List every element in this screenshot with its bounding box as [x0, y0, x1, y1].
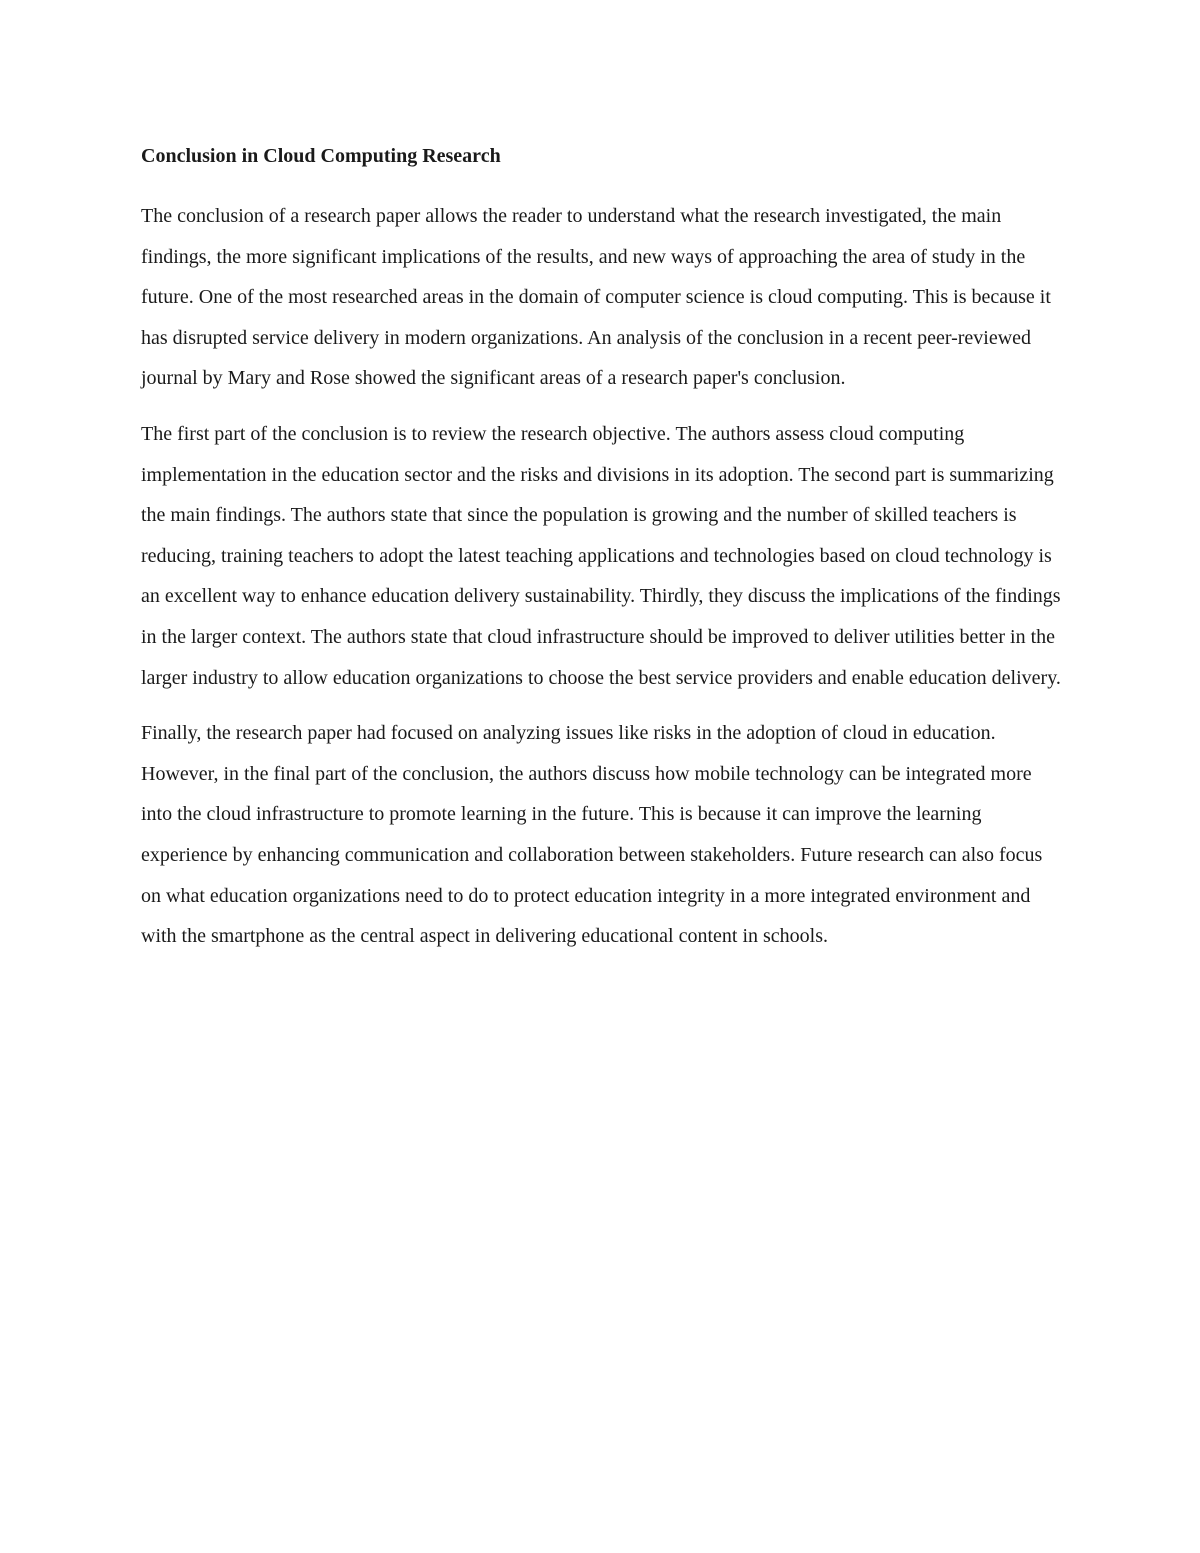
- paragraph-intro: The conclusion of a research paper allows the reader to understand what the research investigated, the main findings, the more significant implications of the results, and new ways of approaching the area of study in the future. One of the most researched areas in the domain of computer science is cloud computing. This is because it has disrupted service delivery in modern organizations. An analysis of the conclusion in a recent peer-reviewed journal by Mary and Rose showed the significant areas of a research paper's conclusion.: [141, 205, 1051, 390]
- document-title: Conclusion in Cloud Computing Research: [141, 145, 501, 167]
- paragraph-future-research: Finally, the research paper had focused on analyzing issues like risks in the adoption of cloud in education. However, in the final part of the conclusion, the authors discuss how mobile technology can be integrated more into the cloud infrastructure to promote learning in the future. This is because it can improve the learning experience by enhancing communication and collaboration between stakeholders. Future research can also focus on what education organizations need to do to protect education integrity in a more integrated environment and with the smartphone as the central aspect in delivering educational content in schools.: [141, 722, 1043, 948]
- document-body: [141, 141, 1066, 972]
- paragraph-findings: The first part of the conclusion is to review the research objective. The authors assess cloud computing implementation in the education sector and the risks and divisions in its adoption. The second part is summarizing the main findings. The authors state that since the population is growing and the number of skilled teachers is reducing, training teachers to adopt the latest teaching applications and technologies based on cloud technology is an excellent way to enhance education delivery sustainability. Thirdly, they discuss the implications of the findings in the larger context. The authors state that cloud infrastructure should be improved to deliver utilities better in the larger industry to allow education organizations to choose the best service providers and enable education delivery.: [141, 422, 1061, 689]
